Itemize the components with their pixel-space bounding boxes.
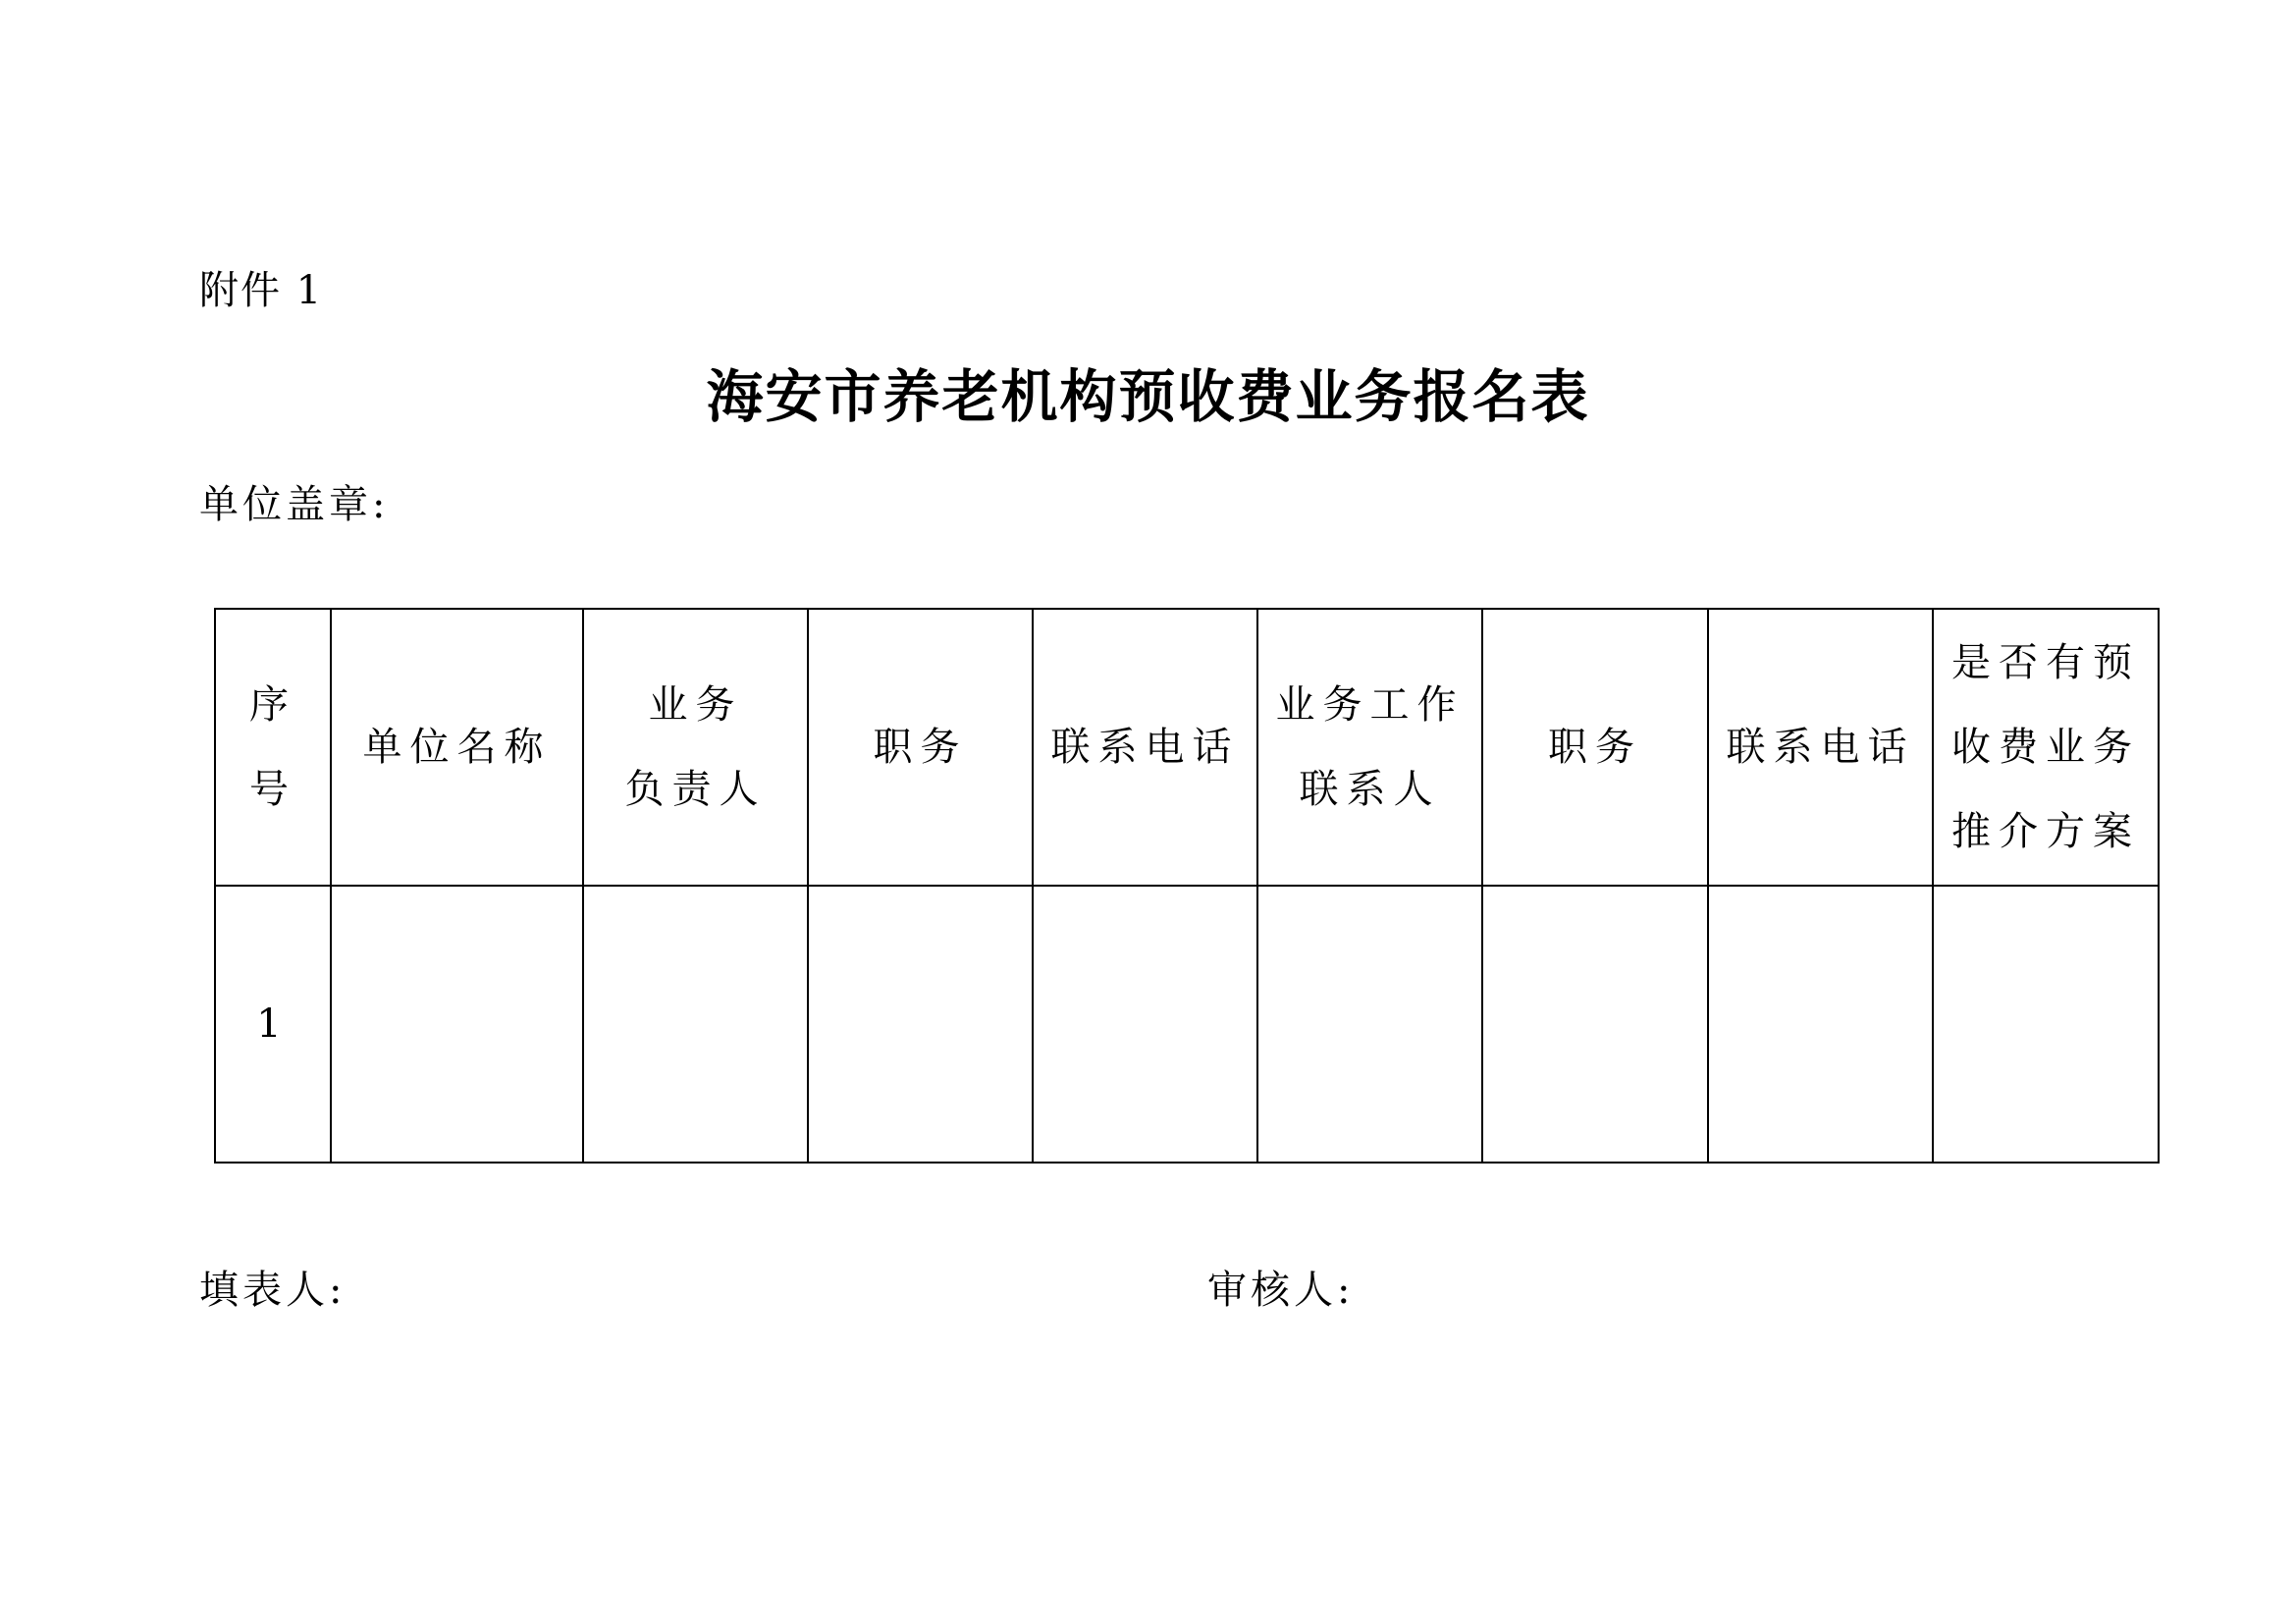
header-position-1-text: 职务 [873, 725, 968, 770]
registration-table [214, 608, 2160, 1164]
unit-seal-label: 单位盖章: [199, 482, 390, 527]
header-business-manager [583, 609, 808, 886]
cell-serial-number: 1 [215, 886, 331, 1163]
header-phone-1 [1033, 609, 1257, 886]
cell-business-manager[interactable] [583, 886, 808, 1163]
cell-business-contact[interactable] [1257, 886, 1482, 1163]
page-title: 海安市养老机构预收费业务报名表 [706, 363, 1590, 430]
header-promotion-plan [1933, 609, 2159, 886]
header-business-manager-line-1: 业务 [648, 682, 743, 728]
header-business-contact [1257, 609, 1482, 886]
header-business-contact-line-2: 联系人 [1299, 767, 1441, 812]
header-promotion-plan-line-2: 收费业务 [1951, 725, 2140, 770]
header-promotion-plan-line-3: 推介方案 [1951, 809, 2140, 854]
header-business-contact-line-1: 业务工作 [1275, 682, 1465, 728]
header-promotion-plan-line-1: 是否有预 [1951, 640, 2140, 685]
table-row [215, 886, 2159, 1163]
attachment-label: 附件 1 [199, 268, 324, 313]
cell-promotion-plan[interactable] [1933, 886, 2159, 1163]
header-serial-number-line-1: 序 [249, 682, 296, 728]
header-serial-number-line-2: 号 [249, 767, 296, 812]
reviewer-label: 审核人: [1207, 1268, 1355, 1313]
cell-unit-name[interactable] [331, 886, 583, 1163]
header-phone-1-text: 联系电话 [1050, 725, 1240, 770]
header-position-1 [808, 609, 1033, 886]
header-position-2 [1482, 609, 1708, 886]
header-unit-name-text: 单位名称 [362, 725, 552, 770]
header-phone-2 [1708, 609, 1933, 886]
header-position-2-text: 职务 [1548, 725, 1642, 770]
header-phone-2-text: 联系电话 [1726, 725, 1915, 770]
cell-phone-1[interactable] [1033, 886, 1257, 1163]
cell-phone-2[interactable] [1708, 886, 1933, 1163]
header-serial-number [215, 609, 331, 886]
header-unit-name [331, 609, 583, 886]
cell-position-1[interactable] [808, 886, 1033, 1163]
table-header-row [215, 609, 2159, 886]
header-business-manager-line-2: 负责人 [624, 767, 767, 812]
cell-position-2[interactable] [1482, 886, 1708, 1163]
form-filler-label: 填表人: [199, 1268, 347, 1313]
